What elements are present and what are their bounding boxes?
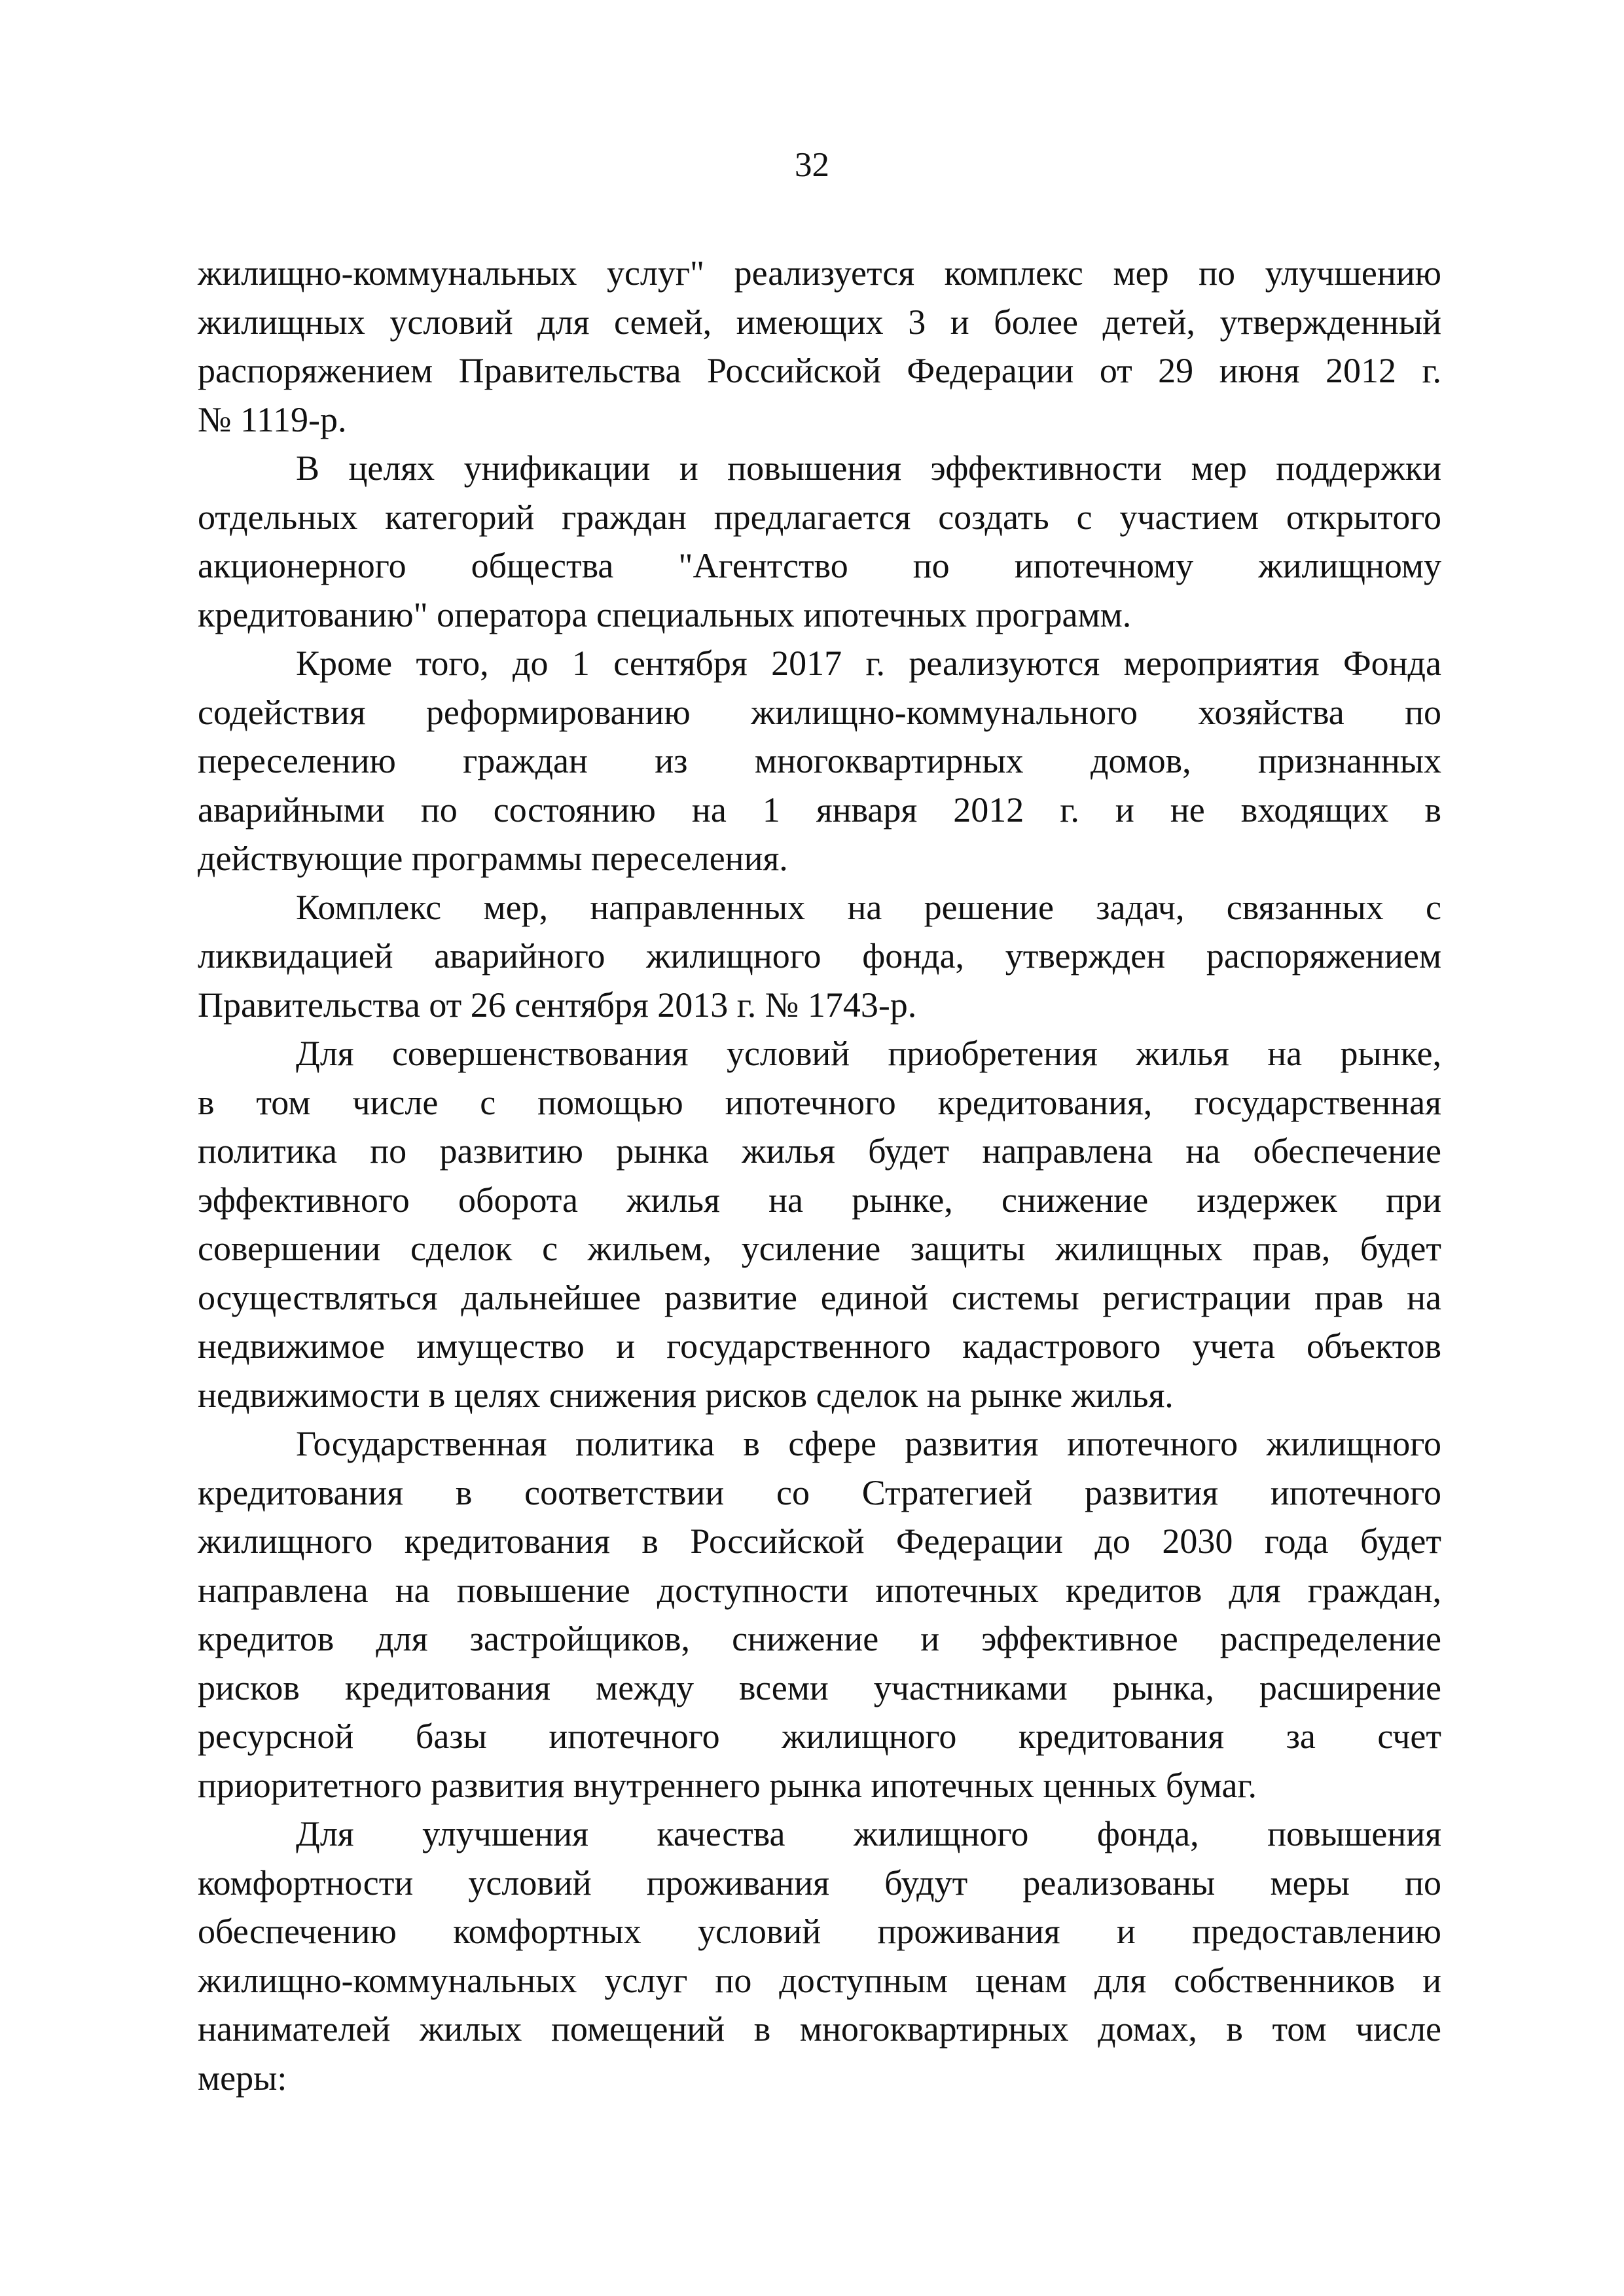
text-line: рисков кредитования между всеми участниками рынка, расширение <box>198 1667 1441 1707</box>
text-line: отдельных категорий граждан предлагается создать с участием открытого <box>198 497 1441 537</box>
text-line: недвижимости в целях снижения рисков сделок на рынке жилья. <box>198 1375 1174 1415</box>
text-line: направлена на повышение доступности ипотечных кредитов для граждан, <box>198 1570 1441 1610</box>
text-line: жилищного кредитования в Российской Федерации до 2030 года будет <box>198 1522 1441 1561</box>
text-line: жилищных условий для семей, имеющих 3 и более детей, утвержденный <box>198 302 1441 342</box>
text-line: № 1119-р. <box>198 399 347 439</box>
document-body <box>198 249 1441 2102</box>
text-line: кредитования в соответствии со Стратегией развития ипотечного <box>198 1472 1441 1512</box>
paragraph <box>198 1419 1441 1810</box>
text-line: Государственная политика в сфере развития ипотечного жилищного <box>296 1424 1441 1463</box>
text-line: нанимателей жилых помещений в многоквартирных домах, в том числе <box>198 2009 1441 2049</box>
paragraph <box>198 639 1441 883</box>
paragraph <box>198 883 1441 1030</box>
text-line: жилищно-коммунальных услуг" реализуется комплекс мер по улучшению <box>198 253 1441 293</box>
page-number: 32 <box>795 146 829 184</box>
text-line: Для улучшения качества жилищного фонда, повышения <box>296 1814 1441 1853</box>
text-line: ликвидацией аварийного жилищного фонда, утвержден распоряжением <box>198 936 1441 975</box>
text-line: обеспечению комфортных условий проживания и предоставлению <box>198 1912 1441 1951</box>
text-line: Комплекс мер, направленных на решение задач, связанных с <box>296 887 1441 927</box>
text-line: содействия реформированию жилищно-коммунального хозяйства по <box>198 692 1441 732</box>
text-line: Кроме того, до 1 сентября 2017 г. реализуются мероприятия Фонда <box>296 644 1441 683</box>
text-line: меры: <box>198 2058 287 2098</box>
paragraph <box>198 444 1441 639</box>
text-line: Для совершенствования условий приобретения жилья на рынке, <box>296 1034 1441 1073</box>
text-line: политика по развитию рынка жилья будет направлена на обеспечение <box>198 1131 1441 1171</box>
text-line: распоряжением Правительства Российской Федерации от 29 июня 2012 г. <box>198 351 1441 390</box>
text-line: переселению граждан из многоквартирных домов, признанных <box>198 741 1441 780</box>
text-line: Правительства от 26 сентября 2013 г. № 1743-р. <box>198 985 917 1025</box>
text-line: акционерного общества "Агентство по ипотечному жилищному <box>198 546 1441 585</box>
text-line: кредитов для застройщиков, снижение и эффективное распределение <box>198 1619 1441 1658</box>
text-line: ресурсной базы ипотечного жилищного кредитования за счет <box>198 1717 1441 1756</box>
text-line: эффективного оборота жилья на рынке, снижение издержек при <box>198 1180 1441 1220</box>
text-line: кредитованию" оператора специальных ипотечных программ. <box>198 594 1132 634</box>
paragraph <box>198 249 1441 444</box>
text-line: в том числе с помощью ипотечного кредитования, государственная <box>198 1082 1441 1122</box>
paragraph <box>198 1029 1441 1419</box>
text-line: аварийными по состоянию на 1 января 2012 г. и не входящих в <box>198 790 1441 829</box>
text-line: жилищно-коммунальных услуг по доступным ценам для собственников и <box>198 1960 1441 2000</box>
text-line: осуществляться дальнейшее развитие единой системы регистрации прав на <box>198 1277 1441 1317</box>
text-line: действующие программы переселения. <box>198 839 788 878</box>
paragraph <box>198 1810 1441 2102</box>
text-line: недвижимое имущество и государственного кадастрового учета объектов <box>198 1326 1441 1366</box>
text-line: совершении сделок с жильем, усиление защиты жилищных прав, будет <box>198 1229 1441 1268</box>
text-line: комфортности условий проживания будут реализованы меры по <box>198 1863 1441 1903</box>
text-line: В целях унификации и повышения эффективности мер поддержки <box>296 448 1441 488</box>
text-line: приоритетного развития внутреннего рынка ипотечных ценных бумаг. <box>198 1765 1257 1805</box>
